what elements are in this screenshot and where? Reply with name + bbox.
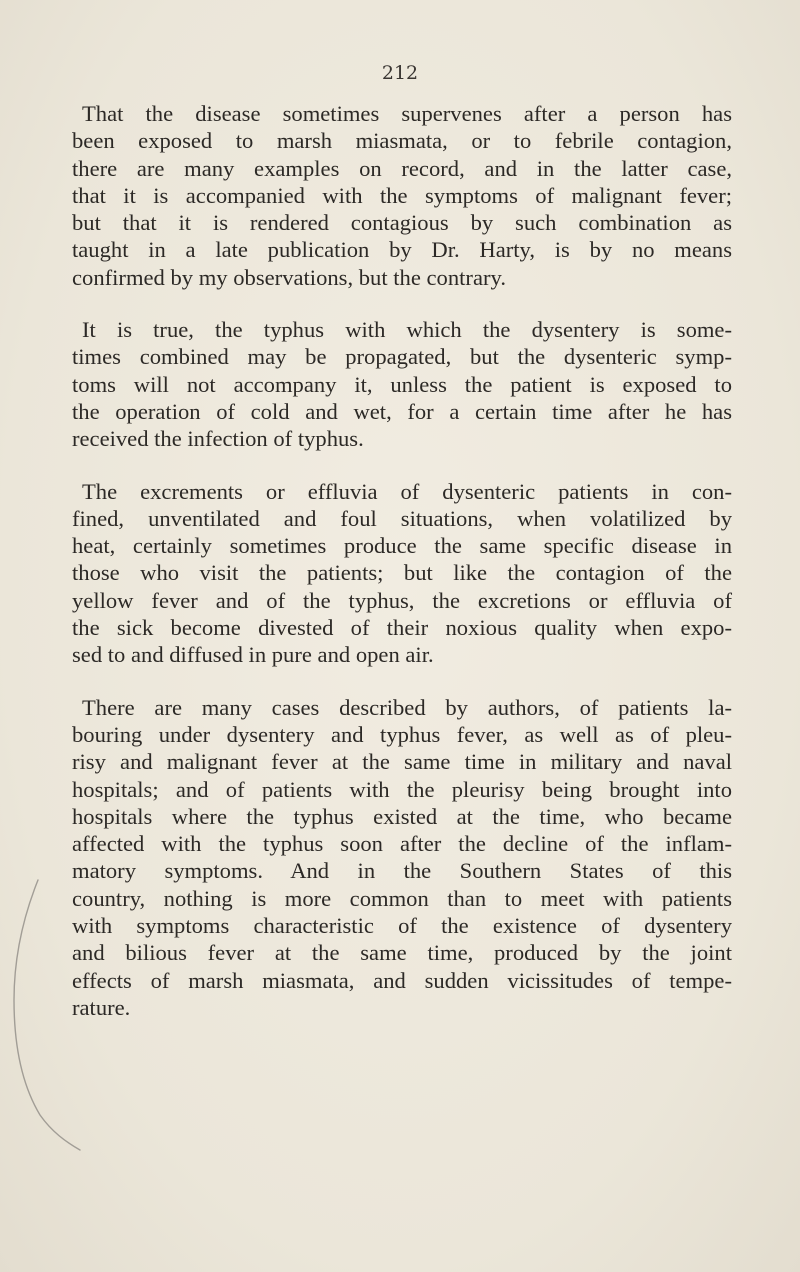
text-line: rature. (72, 994, 131, 1020)
text-line: There are many cases described by authors, of patients la- (82, 694, 732, 720)
text-line: fined, unventilated and foul situations, when volatilized by (72, 505, 732, 531)
text-line: there are many examples on record, and in the latter case, (72, 155, 732, 181)
text-line: times combined may be propagated, but the dysenteric symp- (72, 344, 732, 370)
text-line: hospitals where the typhus existed at the time, who became (72, 803, 732, 829)
text-line: sed to and diffused in pure and open air. (72, 642, 434, 668)
text-line: the operation of cold and wet, for a certain time after he has (72, 398, 732, 424)
paragraph-3 (72, 478, 732, 669)
text-line: but that it is rendered contagious by such combination as (72, 210, 732, 236)
text-line: The excrements or effluvia of dysenteric patients in con- (82, 478, 732, 504)
text-line: confirmed by my observations, but the contrary. (72, 264, 506, 290)
text-line: with symptoms characteristic of the existence of dysentery (72, 913, 732, 939)
text-line: and bilious fever at the same time, produced by the joint (72, 940, 732, 966)
text-line: taught in a late publication by Dr. Harty, is by no means (72, 237, 732, 263)
paragraph-4 (72, 694, 732, 1022)
paragraph-1 (72, 100, 732, 291)
body-text (72, 100, 732, 1021)
page-number: 212 (381, 62, 419, 84)
text-line: affected with the typhus soon after the decline of the inflam- (72, 831, 732, 857)
paragraph-2 (72, 316, 732, 452)
text-line: It is true, the typhus with which the dysentery is some- (82, 317, 732, 343)
text-line: hospitals; and of patients with the pleurisy being brought into (72, 776, 732, 802)
text-line: risy and malignant fever at the same time in military and naval (72, 749, 732, 775)
text-line: effects of marsh miasmata, and sudden vicissitudes of tempe- (72, 967, 732, 993)
text-line: been exposed to marsh miasmata, or to febrile contagion, (72, 128, 732, 154)
text-line: toms will not accompany it, unless the patient is exposed to (72, 371, 732, 397)
text-line: country, nothing is more common than to meet with patients (72, 885, 732, 911)
text-line: matory symptoms. And in the Southern States of this (72, 858, 732, 884)
text-line: those who visit the patients; but like the contagion of the (72, 560, 732, 586)
text-line: That the disease sometimes supervenes after a person has (82, 101, 732, 126)
text-line: yellow fever and of the typhus, the excretions or effluvia of (72, 587, 732, 613)
text-line: that it is accompanied with the symptoms of malignant fever; (72, 182, 732, 208)
text-line: received the infection of typhus. (72, 426, 364, 452)
text-line: bouring under dysentery and typhus fever, as well as of pleu- (72, 721, 732, 747)
text-line: heat, certainly sometimes produce the same specific disease in (72, 533, 732, 559)
text-line: the sick become divested of their noxious quality when expo- (72, 615, 732, 641)
